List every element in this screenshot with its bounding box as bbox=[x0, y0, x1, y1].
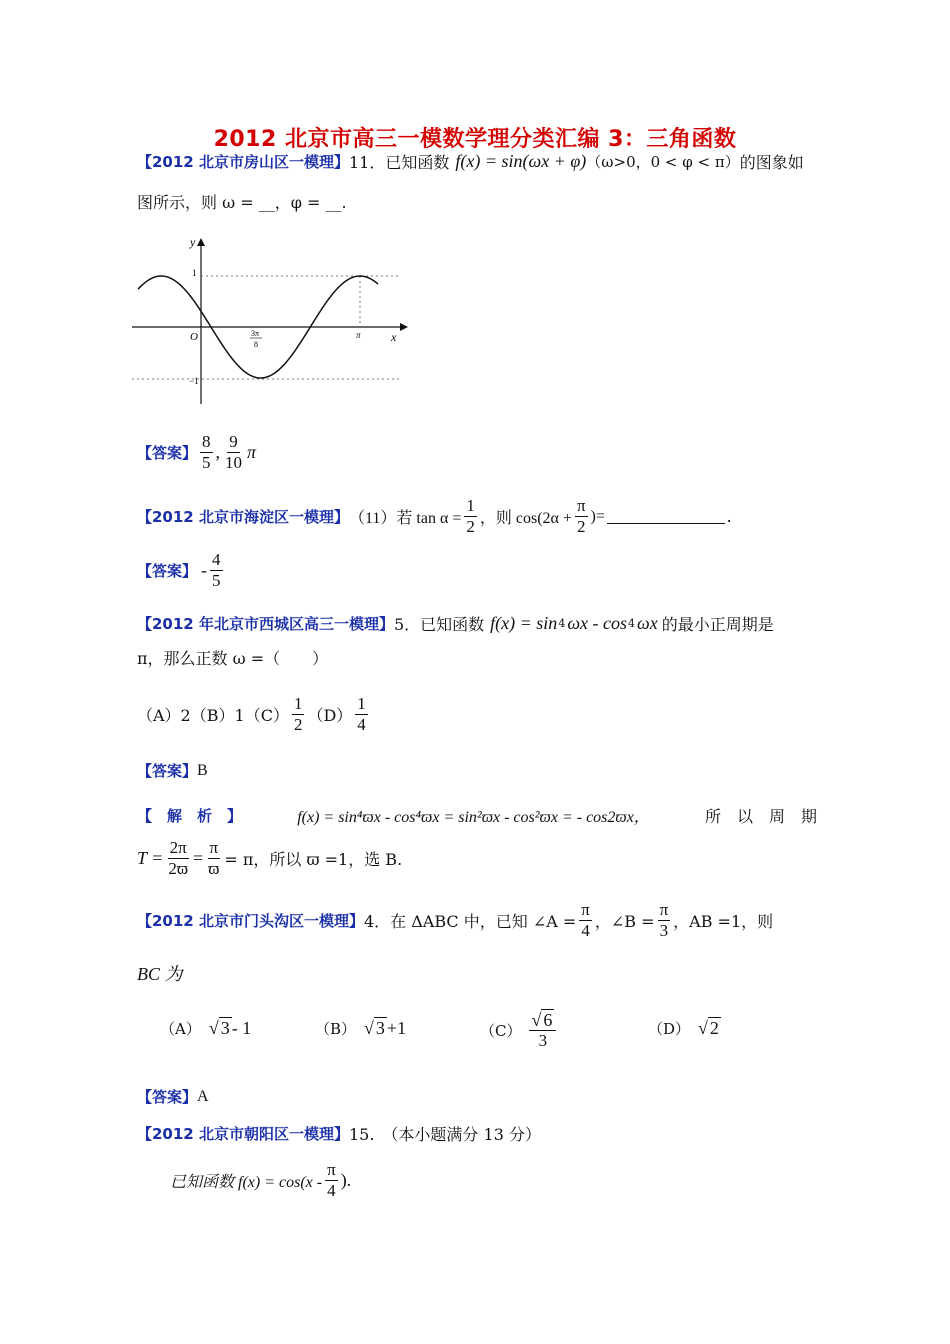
q3-period-lhs: T = bbox=[137, 848, 164, 868]
q3-option-b[interactable]: （B）1 bbox=[190, 706, 245, 725]
q3-answer bbox=[137, 760, 208, 781]
tick-pi-label: π bbox=[356, 330, 361, 340]
q2-answer-sign: - bbox=[201, 560, 208, 580]
q3-period-end: = π，所以 ϖ =1，选 B. bbox=[224, 850, 403, 869]
q3-option-c-frac bbox=[292, 694, 305, 735]
frac-num: 1 bbox=[357, 694, 366, 713]
frac-den: 5 bbox=[212, 571, 221, 590]
q1-source: 【2012 北京市房山区一模理】 bbox=[137, 153, 349, 171]
q5-text1: 15. （本小题满分 13 分） bbox=[348, 1125, 541, 1144]
q1-answer-pi: π bbox=[247, 442, 257, 462]
q3-analysis-expr: f(x) = sin⁴ϖx - cos⁴ϖx = sin²ϖx - cos²ϖx = - cos2ϖx， bbox=[297, 809, 650, 826]
q3-line2: π，那么正数 ω =（ ） bbox=[137, 649, 329, 668]
q1-number: 11．已知函数 bbox=[348, 153, 450, 172]
q4-line2: BC 为 bbox=[137, 964, 183, 984]
q2-period: . bbox=[726, 506, 732, 526]
q3-power-a: 4 bbox=[558, 617, 566, 630]
frac-num: √ 6 bbox=[529, 1010, 556, 1031]
q3-option-d[interactable]: （D） bbox=[307, 706, 353, 725]
q4-option-c-frac bbox=[529, 1010, 556, 1051]
q4-end: ，AB =1，则 bbox=[673, 912, 774, 931]
frac-num: π bbox=[659, 900, 669, 919]
option-tail: - 1 bbox=[231, 1018, 252, 1038]
q3-text1: 5．已知函数 bbox=[393, 615, 485, 634]
q4-text1: 4．在 ΔABC 中，已知 ∠A = bbox=[363, 912, 577, 931]
q4-mid: ，∠B = bbox=[594, 912, 655, 931]
q3-line1 bbox=[137, 612, 774, 635]
origin-label: O bbox=[190, 331, 198, 343]
frac-den: 2 bbox=[576, 517, 586, 536]
q1-answer-label: 【答案】 bbox=[137, 444, 198, 462]
q3-expr2: ωx - cos bbox=[567, 613, 627, 633]
q4-source: 【2012 北京市门头沟区一模理】 bbox=[137, 912, 364, 930]
q4-option-d[interactable] bbox=[648, 1018, 721, 1039]
q3-tail: 的最小正周期是 bbox=[661, 615, 774, 634]
frac-den: 10 bbox=[225, 453, 243, 472]
option-tail: +1 bbox=[386, 1018, 407, 1038]
sqrt-icon: √ 3 bbox=[208, 1018, 230, 1038]
page-title: 2012 北京市高三一模数学理分类汇编 3：三角函数 bbox=[213, 127, 737, 152]
frac-den: 3 bbox=[659, 921, 669, 940]
option-label: （A） bbox=[160, 1020, 201, 1038]
q3-analysis-tail: 所 以 周 期 bbox=[704, 807, 817, 826]
q4-answer bbox=[137, 1086, 209, 1107]
sqrt-radicand: 3 bbox=[375, 1018, 385, 1038]
q4-frac-a bbox=[579, 900, 592, 941]
q3-analysis-line2 bbox=[137, 838, 402, 879]
frac-num: π bbox=[209, 838, 219, 857]
frac-den: 4 bbox=[581, 921, 590, 940]
frac-den: 2 bbox=[293, 715, 303, 734]
frac-num: 1 bbox=[293, 694, 303, 713]
q4-answer-value: A bbox=[197, 1087, 209, 1105]
option-label: （B） bbox=[315, 1020, 357, 1038]
q5-line2 bbox=[170, 1160, 351, 1201]
q5-line1 bbox=[137, 1122, 541, 1145]
option-label: （C） bbox=[480, 1022, 522, 1040]
q2-line bbox=[137, 496, 731, 537]
sqrt-icon: √ 2 bbox=[698, 1018, 719, 1038]
q3-period-frac2 bbox=[206, 838, 221, 879]
q1-answer-frac-a bbox=[200, 432, 213, 473]
q5-end: ). bbox=[340, 1170, 352, 1190]
q2-frac-pi2 bbox=[575, 496, 588, 537]
q3-option-c[interactable]: （C） bbox=[244, 706, 289, 725]
q3-option-a[interactable]: （A）2 bbox=[137, 706, 191, 725]
q3-expr: f(x) = sin bbox=[490, 613, 558, 633]
frac-den: 3 bbox=[538, 1031, 548, 1050]
q3-analysis-line1 bbox=[137, 804, 817, 827]
q1-answer bbox=[137, 432, 256, 473]
frac-num: 4 bbox=[212, 550, 221, 569]
tick-3pi8-num: 3π bbox=[251, 329, 260, 338]
q1-answer-frac-b bbox=[223, 432, 244, 473]
frac-num: 9 bbox=[229, 432, 238, 451]
q3-answer-label: 【答案】 bbox=[137, 762, 198, 780]
q2-frac-tan bbox=[464, 496, 477, 537]
sqrt-radicand: 3 bbox=[220, 1018, 230, 1038]
sqrt-icon: √ 3 bbox=[364, 1018, 385, 1038]
frac-den: 2ϖ bbox=[168, 859, 189, 878]
q4-option-a[interactable] bbox=[160, 1018, 251, 1039]
q3-expr3: ωx bbox=[637, 613, 658, 633]
frac-num: 8 bbox=[202, 432, 211, 451]
q1-tail: 的图象如 bbox=[739, 153, 804, 172]
q3-answer-value: B bbox=[197, 761, 208, 779]
q2-mid: ，则 cos(2α + bbox=[479, 510, 572, 527]
q4-answer-label: 【答案】 bbox=[137, 1088, 198, 1106]
frac-den: ϖ bbox=[208, 859, 220, 878]
q1-answer-sep: , bbox=[215, 442, 221, 462]
q4-option-c[interactable] bbox=[480, 1010, 559, 1051]
sqrt-radicand: 6 bbox=[543, 1010, 553, 1030]
q3-analysis-label: 【 解 析 】 bbox=[137, 807, 243, 825]
q1-func: f(x) = sin(ωx + φ) bbox=[455, 151, 587, 171]
y-axis-label: y bbox=[190, 235, 196, 249]
q1-line2: 图所示，则 ω = __，φ = __. bbox=[137, 193, 347, 212]
option-label: （D） bbox=[648, 1020, 691, 1038]
frac-den: 4 bbox=[327, 1181, 336, 1200]
q2-end: )= bbox=[590, 507, 605, 525]
q5-source: 【2012 北京市朝阳区一模理】 bbox=[137, 1125, 349, 1143]
yneg1-label: −1 bbox=[189, 376, 199, 386]
q3-option-d-frac bbox=[355, 694, 368, 735]
q2-source: 【2012 北京市海淀区一模理】 bbox=[137, 508, 349, 526]
frac-den: 4 bbox=[357, 715, 366, 734]
frac-num: π bbox=[581, 900, 590, 919]
q1-graph bbox=[128, 232, 408, 408]
x-axis-arrow bbox=[400, 323, 408, 331]
q5-expr: 已知函数 f(x) = cos(x - bbox=[170, 1174, 323, 1191]
q3-options bbox=[137, 694, 371, 735]
tick-3pi8-den: 8 bbox=[254, 340, 258, 349]
q3-source: 【2012 年北京市西城区高三一模理】 bbox=[137, 615, 394, 633]
frac-den: 5 bbox=[202, 453, 211, 472]
q4-line1 bbox=[137, 900, 773, 941]
q2-answer-blank bbox=[607, 509, 725, 524]
q1-cond: （ω>0，0 < φ < π） bbox=[586, 153, 740, 171]
q3-period-eq: = bbox=[193, 848, 204, 868]
y1-label: 1 bbox=[192, 268, 197, 278]
q3-power-b: 4 bbox=[628, 617, 635, 630]
q3-period-frac1 bbox=[166, 838, 190, 879]
y-axis-arrow bbox=[197, 238, 205, 246]
sqrt-radicand: 2 bbox=[709, 1018, 719, 1038]
q4-frac-b bbox=[658, 900, 671, 941]
q2-answer bbox=[137, 550, 226, 591]
frac-num: 1 bbox=[466, 496, 475, 515]
q2-prefix: （11）若 tan α = bbox=[348, 510, 462, 527]
q2-answer-label: 【答案】 bbox=[137, 562, 198, 580]
frac-den: 2 bbox=[466, 517, 475, 536]
frac-num: π bbox=[576, 496, 586, 515]
frac-num: π bbox=[327, 1160, 336, 1179]
q2-answer-frac bbox=[210, 550, 223, 591]
x-axis-label: x bbox=[391, 330, 397, 344]
q1-line1 bbox=[137, 150, 804, 173]
q4-option-b[interactable] bbox=[315, 1018, 406, 1039]
frac-num: 2π bbox=[169, 838, 187, 857]
q5-frac bbox=[325, 1160, 338, 1201]
